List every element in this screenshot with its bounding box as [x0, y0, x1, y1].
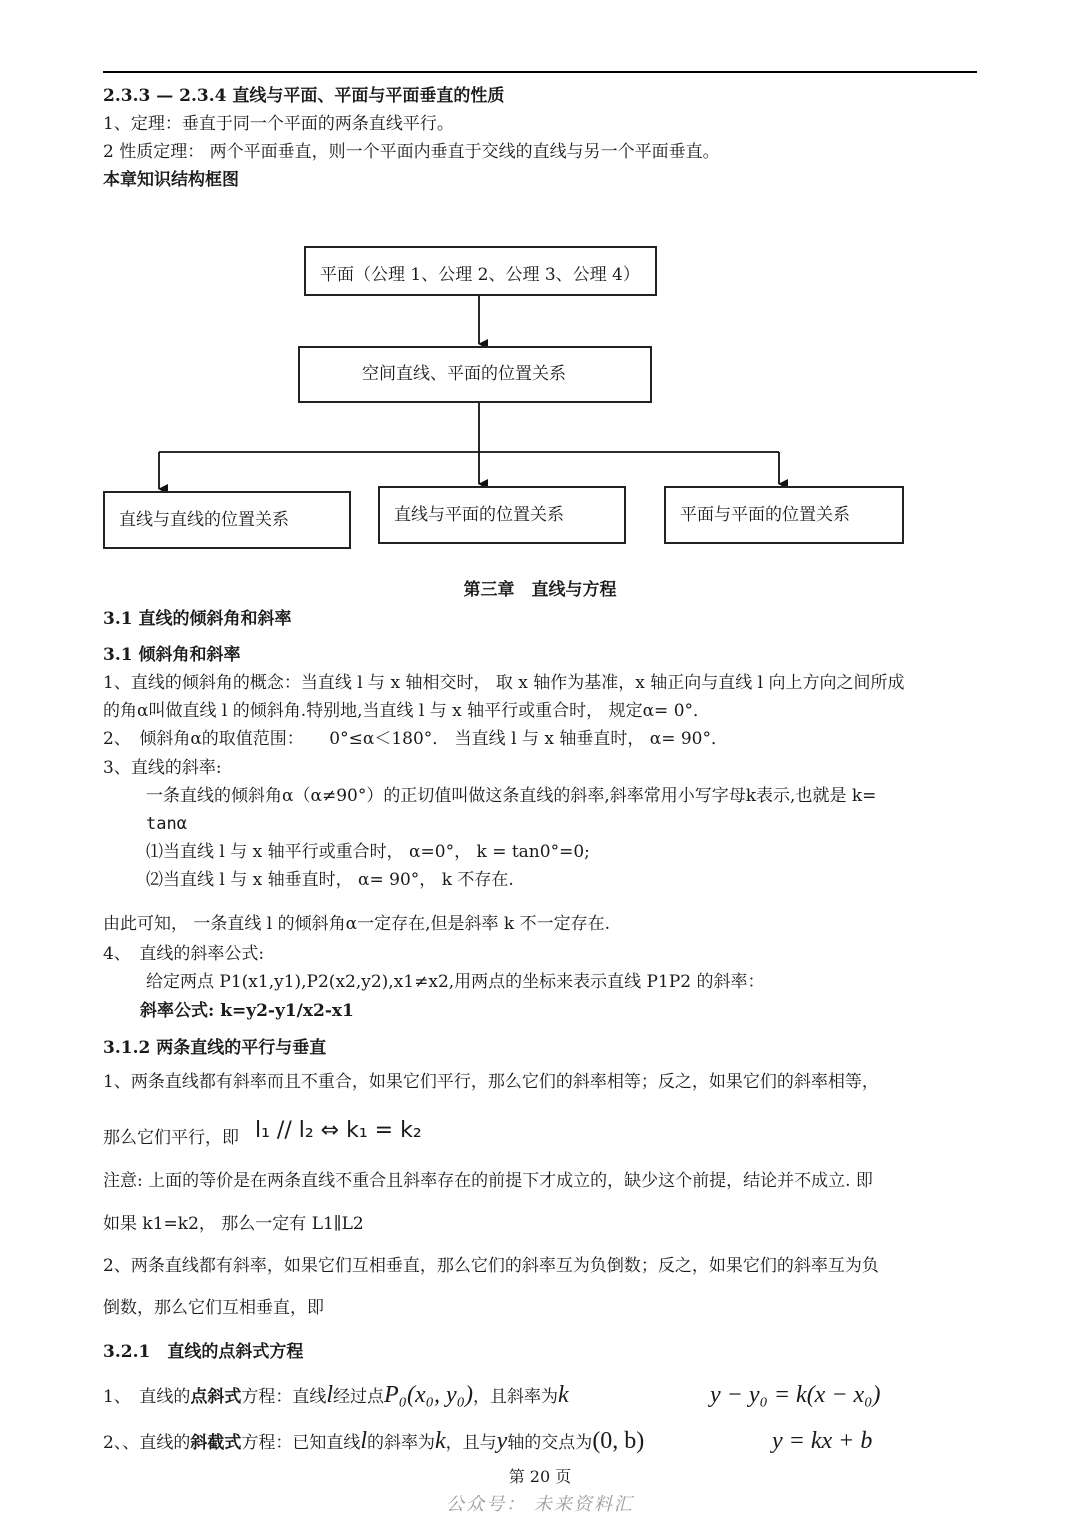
chapter-title: 第三章 直线与方程 — [463, 580, 617, 600]
point-slope-formula: y − y₀ = k(x − x₀) — [710, 1382, 881, 1408]
para-slope-case-1: ⑴当直线 l 与 x 轴平行或重合时， α=0°， k = tan0°=0; — [146, 842, 590, 862]
diagram-box-line-line — [103, 491, 351, 549]
section-heading-3-1-2: 3.1.2 两条直线的平行与垂直 — [103, 1038, 327, 1058]
para-slope-tan: tanα — [146, 814, 187, 834]
point-slope-prefix: 1、 直线的 — [103, 1387, 191, 1407]
para-parallel-1a: 1、两条直线都有斜率而且不重合，如果它们平行，那么它们的斜率相等；反之，如果它们的斜率相等， — [103, 1072, 879, 1092]
point-slope-text-3: ，且斜率为 — [472, 1387, 558, 1407]
watermark-text: 公众号： 未来资料汇 — [446, 1494, 634, 1515]
section-heading-3-1: 3.1 直线的倾斜角和斜率 — [103, 609, 292, 629]
diagram-box-plane-plane — [664, 486, 904, 544]
property-theorem-text: 2 性质定理： 两个平面垂直，则一个平面内垂直于交线的直线与另一个平面垂直。 — [103, 142, 720, 162]
point-slope-term: 点斜式 — [190, 1387, 242, 1407]
parallel-equivalence-formula: l₁ // l₂ ⇔ k₁ = k₂ — [255, 1118, 422, 1143]
line-l-symbol: l — [326, 1382, 333, 1408]
diagram-box-spatial-relations — [298, 346, 652, 403]
slope-k-symbol: k — [557, 1382, 569, 1408]
slope-intercept-term: 斜截式 — [190, 1433, 242, 1453]
section-heading-3-2-1: 3.2.1 直线的点斜式方程 — [103, 1342, 304, 1362]
para-slope-heading: 3、直线的斜率: — [103, 758, 222, 778]
para-perpendicular-b: 倒数，那么它们互相垂直，即 — [103, 1298, 324, 1318]
page-number: 第 20 页 — [508, 1467, 572, 1486]
slope-intercept-text: 方程：已知直线 — [241, 1433, 361, 1453]
y-axis-symbol: y — [496, 1428, 508, 1454]
para-parallel-1b: 那么它们平行，即 — [103, 1128, 239, 1148]
para-perpendicular-a: 2、两条直线都有斜率，如果它们互相垂直，那么它们的斜率互为负倒数；反之，如果它们的斜率互为负 — [103, 1256, 879, 1276]
para-slope-definition: 一条直线的倾斜角α（α≠90°）的正切值叫做这条直线的斜率,斜率常用小写字母k表示,也就是 k= — [146, 786, 877, 806]
diagram-box-plane-axioms — [304, 246, 657, 296]
slope-intercept-prefix: 2、、直线的 — [103, 1433, 191, 1453]
para-note-b: 如果 k1=k2， 那么一定有 L1∥L2 — [103, 1214, 364, 1234]
intercept-point: (0, b) — [592, 1428, 645, 1454]
point-slope-line — [103, 1380, 569, 1412]
slope-intercept-line — [103, 1426, 644, 1458]
diagram-box-spatial-relations-label: 空间直线、平面的位置关系 — [362, 364, 566, 384]
para-two-points: 给定两点 P1(x1,y1),P2(x2,y2),x1≠x2,用两点的坐标来表示直线 P1P2 的斜率： — [146, 972, 765, 992]
slope-intercept-text-3: ，且与 — [445, 1433, 497, 1453]
point-slope-text: 方程：直线 — [241, 1387, 327, 1407]
para-note-a: 注意: 上面的等价是在两条直线不重合且斜率存在的前提下才成立的，缺少这个前提，结论并不成立. 即 — [103, 1171, 873, 1191]
slope-intercept-text-2: 的斜率为 — [367, 1433, 435, 1453]
para-inclination-1a: 1、直线的倾斜角的概念：当直线 l 与 x 轴相交时， 取 x 轴作为基准，x 轴正向与直线 l 向上方向之间所成 — [103, 673, 905, 693]
slope-formula: 斜率公式: k=y2-y1/x2-x1 — [140, 1001, 354, 1021]
structure-diagram-title: 本章知识结构框图 — [103, 170, 239, 190]
diagram-box-line-plane-label: 直线与平面的位置关系 — [394, 505, 564, 525]
slope-k-symbol-2: k — [435, 1428, 446, 1454]
diagram-box-plane-plane-label: 平面与平面的位置关系 — [680, 505, 850, 525]
para-inclination-range: 2、 倾斜角α的取值范围： 0°≤α＜180°． 当直线 l 与 x 轴垂直时， α= 90°． — [103, 729, 728, 749]
para-slope-conclusion: 由此可知， 一条直线 l 的倾斜角α一定存在,但是斜率 k 不一定存在. — [103, 914, 611, 934]
point-slope-text-2: 经过点 — [333, 1387, 384, 1407]
slope-intercept-text-4: 轴的交点为 — [507, 1433, 593, 1453]
para-slope-formula-heading: 4、 直线的斜率公式: — [103, 944, 265, 964]
para-slope-case-2: ⑵当直线 l 与 x 轴垂直时， α= 90°， k 不存在. — [146, 870, 514, 890]
line-l-symbol-2: l — [360, 1428, 367, 1454]
diagram-box-line-plane — [378, 486, 626, 544]
section-heading-3-1-b: 3.1 倾斜角和斜率 — [103, 645, 241, 665]
para-inclination-1b: 的角α叫做直线 l 的倾斜角.特别地,当直线 l 与 x 轴平行或重合时， 规定α= 0°． — [103, 701, 711, 721]
diagram-box-plane-axioms-label: 平面（公理 1、公理 2、公理 3、公理 4） — [320, 265, 640, 285]
slope-intercept-formula: y = kx + b — [772, 1428, 873, 1454]
point-p0: P₀(x₀, y₀) — [384, 1382, 473, 1408]
theorem-text: 1、定理：垂直于同一个平面的两条直线平行。 — [103, 114, 454, 134]
diagram-box-line-line-label: 直线与直线的位置关系 — [119, 510, 289, 530]
section-heading-2-3-3: 2.3.3 — 2.3.4 直线与平面、平面与平面垂直的性质 — [103, 86, 505, 106]
